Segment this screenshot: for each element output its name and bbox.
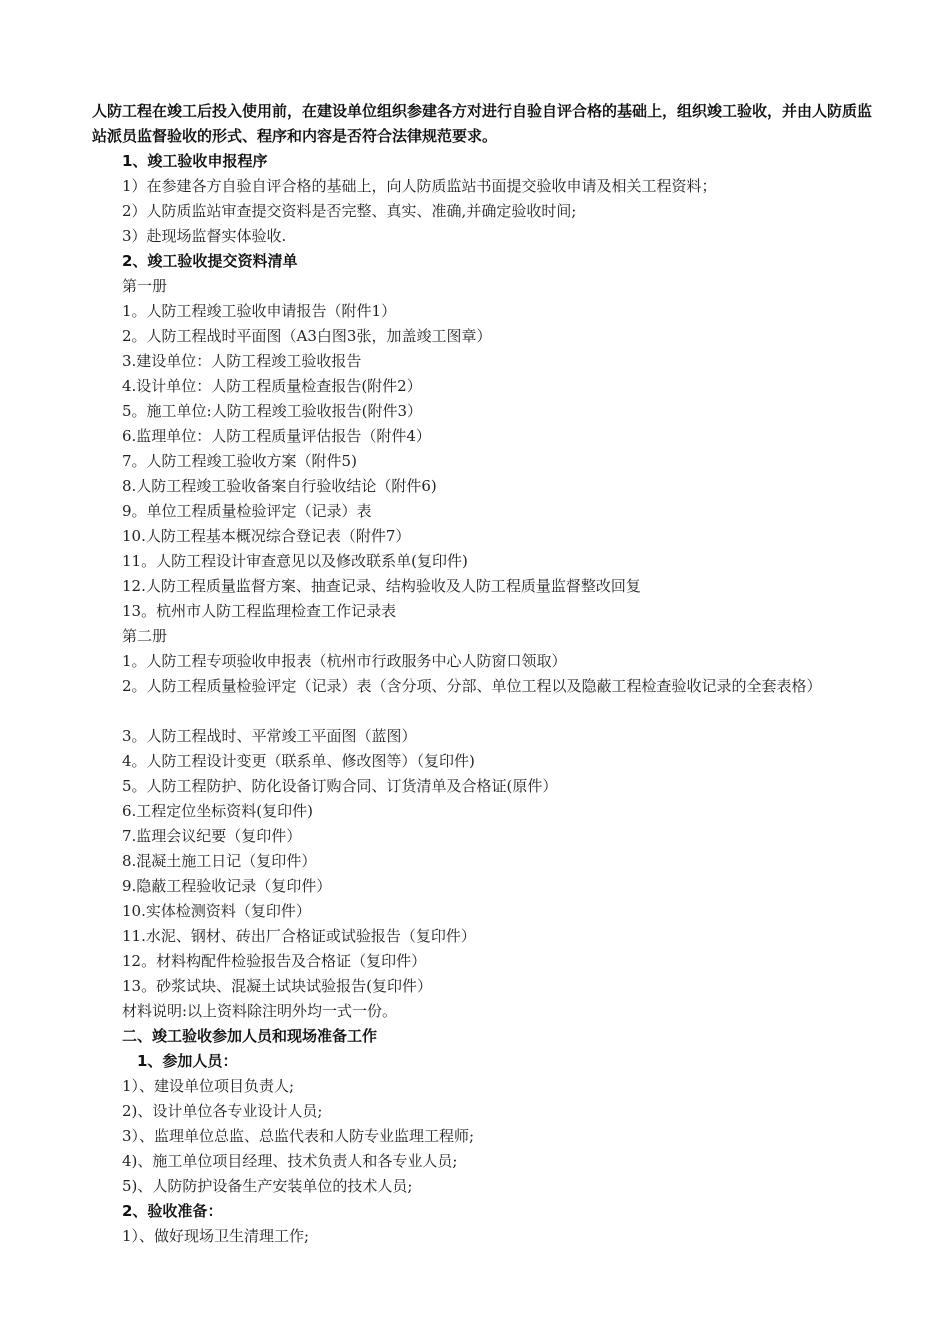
list-item: 4)、施工单位项目经理、技术负责人和各专业人员; (122, 1152, 458, 1170)
list-item: 3）、监理单位总监、总监代表和人防专业监理工程师; (122, 1127, 475, 1145)
list-item: 2)、设计单位各专业设计人员; (122, 1102, 323, 1120)
volume1-title: 第一册 (122, 277, 168, 295)
materials-note: 材料说明:以上资料除注明外均一式一份。 (122, 1002, 398, 1020)
volume2-title: 第二册 (122, 627, 168, 645)
part2-heading: 二、竣工验收参加人员和现场准备工作 (122, 1027, 378, 1045)
list-item: 2）人防质监站审查提交资料是否完整、真实、准确,并确定验收时间; (122, 202, 577, 220)
list-item: 8.人防工程竣工验收备案自行验收结论（附件6) (122, 477, 437, 495)
list-item: 9.隐蔽工程验收记录（复印件） (122, 877, 332, 895)
list-item: 4。人防工程设计变更（联系单、修改图等）（复印件) (122, 752, 475, 770)
preparation-heading: 2、验收准备： (122, 1202, 223, 1220)
list-item: 5。人防工程防护、防化设备订购合同、订货清单及合格证(原件） (122, 777, 558, 795)
list-item: 9。单位工程质量检验评定（记录）表 (122, 502, 372, 520)
section2-heading: 2、竣工验收提交资料清单 (122, 252, 298, 270)
list-item: 12.人防工程质量监督方案、抽查记录、结构验收及人防工程质量监督整改回复 (122, 577, 641, 595)
list-item: 3）赴现场监督实体验收. (122, 227, 287, 245)
personnel-heading: 1、参加人员： (137, 1052, 238, 1070)
list-item: 5。施工单位:人防工程竣工验收报告(附件3） (122, 402, 422, 420)
list-item: 10.人防工程基本概况综合登记表（附件7） (122, 527, 411, 545)
list-item: 2。人防工程质量检验评定（记录）表（含分项、分部、单位工程以及隐蔽工程检查验收记录的全套表格） (122, 677, 822, 695)
intro-paragraph: 人防工程在竣工后投入使用前，在建设单位组织参建各方对进行自验自评合格的基础上，组织竣工验收，并由人防质监站派员监督验收的形式、程序和内容是否符合法律规范要求。 (92, 102, 873, 145)
list-item: 1。人防工程竣工验收申请报告（附件1） (122, 302, 397, 320)
list-item: 11.水泥、钢材、砖出厂合格证或试验报告（复印件） (122, 927, 476, 945)
section1-heading: 1、竣工验收申报程序 (122, 152, 268, 170)
list-item: 5)、人防防护设备生产安装单位的技术人员; (122, 1177, 413, 1195)
list-item: 6.工程定位坐标资料(复印件) (122, 802, 314, 820)
list-item: 6.监理单位：人防工程质量评估报告（附件4） (122, 427, 431, 445)
list-item: 10.实体检测资料（复印件） (122, 902, 311, 920)
list-item: 1）在参建各方自验自评合格的基础上，向人防质监站书面提交验收申请及相关工程资料； (122, 177, 717, 195)
list-item: 8.混凝土施工日记（复印件） (122, 852, 317, 870)
list-item: 3.建设单位：人防工程竣工验收报告 (122, 352, 362, 370)
list-item: 2。人防工程战时平面图（A3白图3张，加盖竣工图章） (122, 327, 492, 345)
list-item: 1。人防工程专项验收申报表（杭州市行政服务中心人防窗口领取） (122, 652, 567, 670)
list-item: 11。人防工程设计审查意见以及修改联系单(复印件) (122, 552, 468, 570)
list-item: 4.设计单位：人防工程质量检查报告(附件2） (122, 377, 422, 395)
list-item: 13。砂浆试块、混凝土试块试验报告(复印件） (122, 977, 432, 995)
list-item: 12。材料构配件检验报告及合格证（复印件） (122, 952, 427, 970)
list-item: 1）、做好现场卫生清理工作; (122, 1227, 310, 1245)
list-item: 7.监理会议纪要（复印件） (122, 827, 302, 845)
list-item: 7。人防工程竣工验收方案（附件5) (122, 452, 357, 470)
list-item: 3。人防工程战时、平常竣工平面图（蓝图） (122, 727, 417, 745)
list-item: 13。杭州市人防工程监理检查工作记录表 (122, 602, 397, 620)
list-item: 1）、建设单位项目负责人; (122, 1077, 295, 1095)
